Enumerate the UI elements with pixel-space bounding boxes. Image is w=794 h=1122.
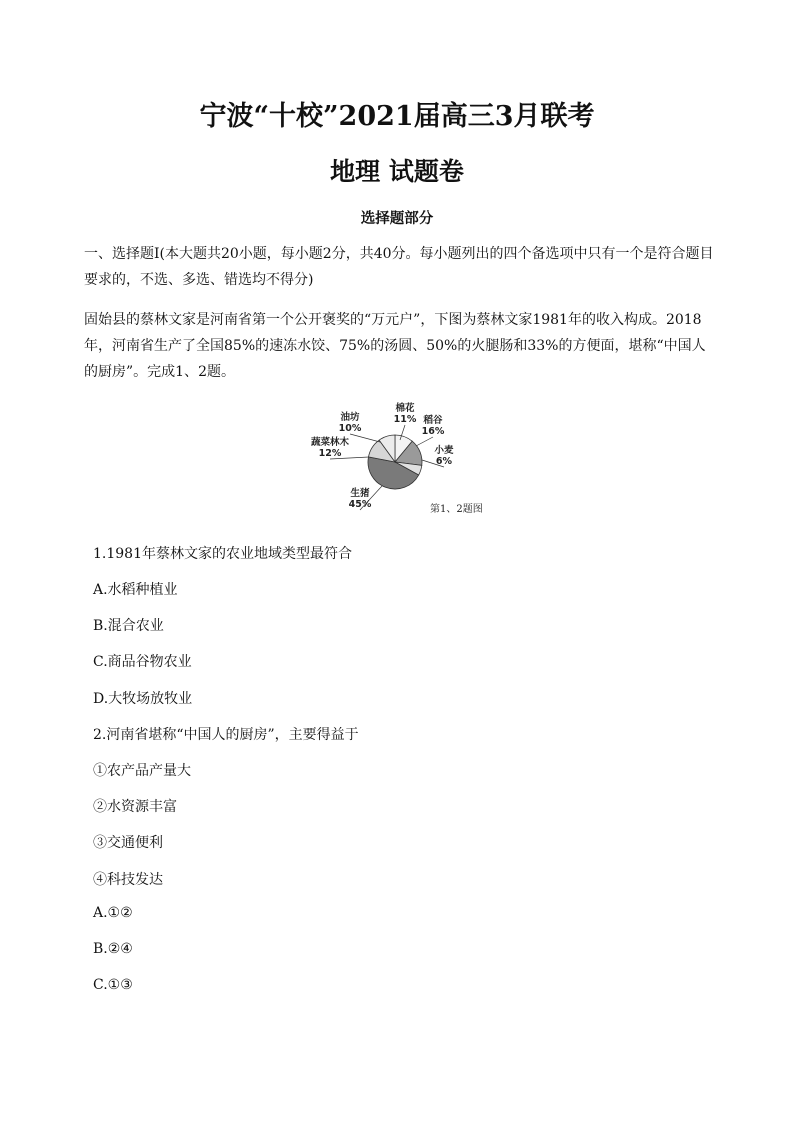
pie-label-0: 棉花 xyxy=(395,403,415,414)
pie-leader-5 xyxy=(350,434,380,442)
exam-subtitle: 地理 试题卷 xyxy=(330,157,464,186)
pie-value-5: 10% xyxy=(338,423,362,434)
pie-leader-1 xyxy=(416,437,433,446)
q2-option-c[interactable]: C.①③ xyxy=(93,977,133,993)
q1-option-d[interactable]: D.大牧场放牧业 xyxy=(93,691,193,707)
exam-title: 宁波“十校”2021届高三3月联考 xyxy=(199,101,595,132)
pie-label-4: 蔬菜林木 xyxy=(310,437,350,448)
q2-item-3: ③交通便利 xyxy=(93,835,163,851)
passage-text: 固始县的蔡林文家是河南省第一个公开褒奖的“万元户”，下图为蔡林文家1981年的收入构成。2018年，河南省生产了全国85%的速冻水饺、75%的汤圆、50%的火腿肠和33%的方便面，堪称“中国人的厨房”。完成1、2题。 xyxy=(84,312,706,380)
pie-label-5: 油坊 xyxy=(340,412,360,423)
pie-value-4: 12% xyxy=(318,448,342,459)
pie-value-1: 16% xyxy=(421,426,445,437)
q2-item-4: ④科技发达 xyxy=(93,872,163,888)
pie-label-3: 生猪 xyxy=(350,488,370,499)
chart-caption: 第1、2题图 xyxy=(430,504,483,515)
pie-value-0: 11% xyxy=(393,414,417,425)
income-pie-chart xyxy=(300,400,490,525)
q1-option-b[interactable]: B.混合农业 xyxy=(93,618,164,634)
pie-chart-svg xyxy=(300,400,490,525)
pie-label-2: 小麦 xyxy=(434,445,454,456)
instructions-text: 一、选择题Ⅰ(本大题共20小题，每小题2分，共40分。每小题列出的四个备选项中只有一个是符合题目要求的，不选、多选、错选均不得分) xyxy=(84,246,714,288)
q2-item-2: ②水资源丰富 xyxy=(93,799,177,815)
section-heading: 选择题部分 xyxy=(360,211,434,227)
question-2-stem: 2.河南省堪称“中国人的厨房”，主要得益于 xyxy=(93,727,359,743)
pie-value-3: 45% xyxy=(348,499,372,510)
q1-option-c[interactable]: C.商品谷物农业 xyxy=(93,654,192,670)
q2-option-a[interactable]: A.①② xyxy=(93,905,133,921)
pie-value-2: 6% xyxy=(435,456,453,467)
q1-option-a[interactable]: A.水稻种植业 xyxy=(93,582,178,598)
question-1-stem: 1.1981年蔡林文家的农业地域类型最符合 xyxy=(93,546,352,562)
q2-option-b[interactable]: B.②④ xyxy=(93,941,133,957)
q2-item-1: ①农产品产量大 xyxy=(93,763,191,779)
pie-label-1: 稻谷 xyxy=(423,415,443,426)
